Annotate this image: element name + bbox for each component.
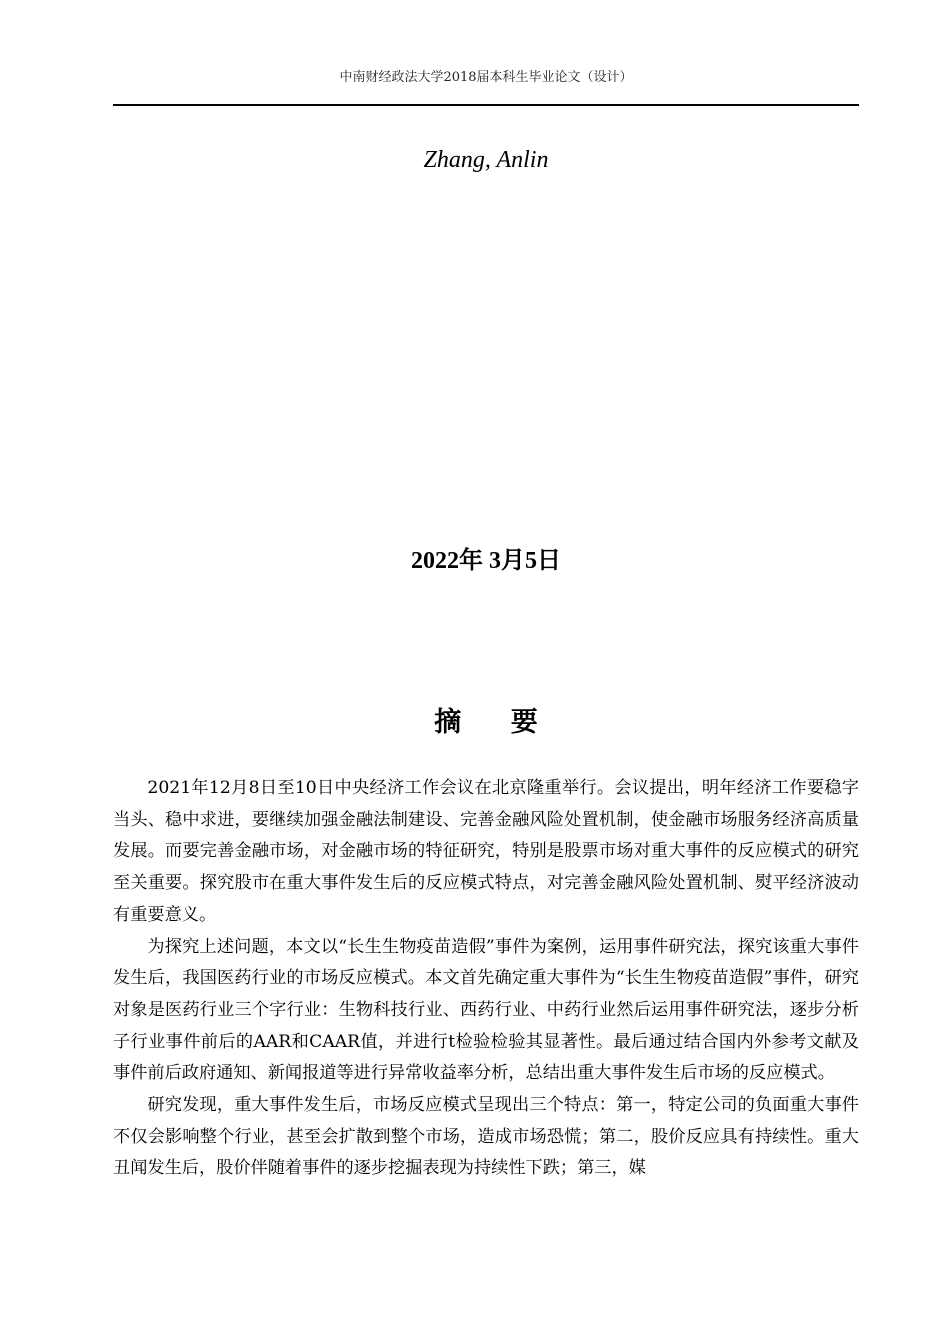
abstract-title: 摘 要 (434, 707, 558, 738)
submission-date: 2022年 3月5日 (411, 548, 561, 574)
abstract-paragraph-2: 为探究上述问题，本文以“长生生物疫苗造假”事件为案例，运用事件研究法，探究该重大事件发生后，我国医药行业的市场反应模式。本文首先确定重大事件为“长生生物疫苗造假”事件，研究对象是医药行业三个字行业：生物科技行业、西药行业、中药行业然后运用事件研究法，逐步分析子行业事件前后的AAR和CAAR值，并进行t检验检验其显著性。最后通过结合国内外参考文献及事件前后政府通知、新闻报道等进行异常收益率分析，总结出重大事件发生后市场的反应模式。 (113, 936, 859, 1084)
author-name: Zhang, Anlin (423, 147, 549, 173)
running-header: 中南财经政法大学2018届本科生毕业论文（设计） (339, 70, 633, 85)
abstract-paragraph-1: 2021年12月8日至10日中央经济工作会议在北京隆重举行。会议提出，明年经济工作要稳字当头、稳中求进，要继续加强金融法制建设、完善金融风险处置机制，使金融市场服务经济高质量发展。而要完善金融市场，对金融市场的特征研究，特别是股票市场对重大事件的反应模式的研究至关重要。探究股市在重大事件发生后的反应模式特点，对完善金融风险处置机制、熨平经济波动有重要意义。 (113, 778, 859, 925)
abstract-body (113, 773, 859, 1185)
abstract-paragraph-3: 研究发现，重大事件发生后，市场反应模式呈现出三个特点：第一，特定公司的负面重大事件不仅会影响整个行业，甚至会扩散到整个市场，造成市场恐慌；第二，股价反应具有持续性。重大丑闻发生后，股价伴随着事件的逐步挖掘表现为持续性下跌；第三，媒 (113, 1095, 859, 1179)
header-rule (113, 104, 859, 106)
